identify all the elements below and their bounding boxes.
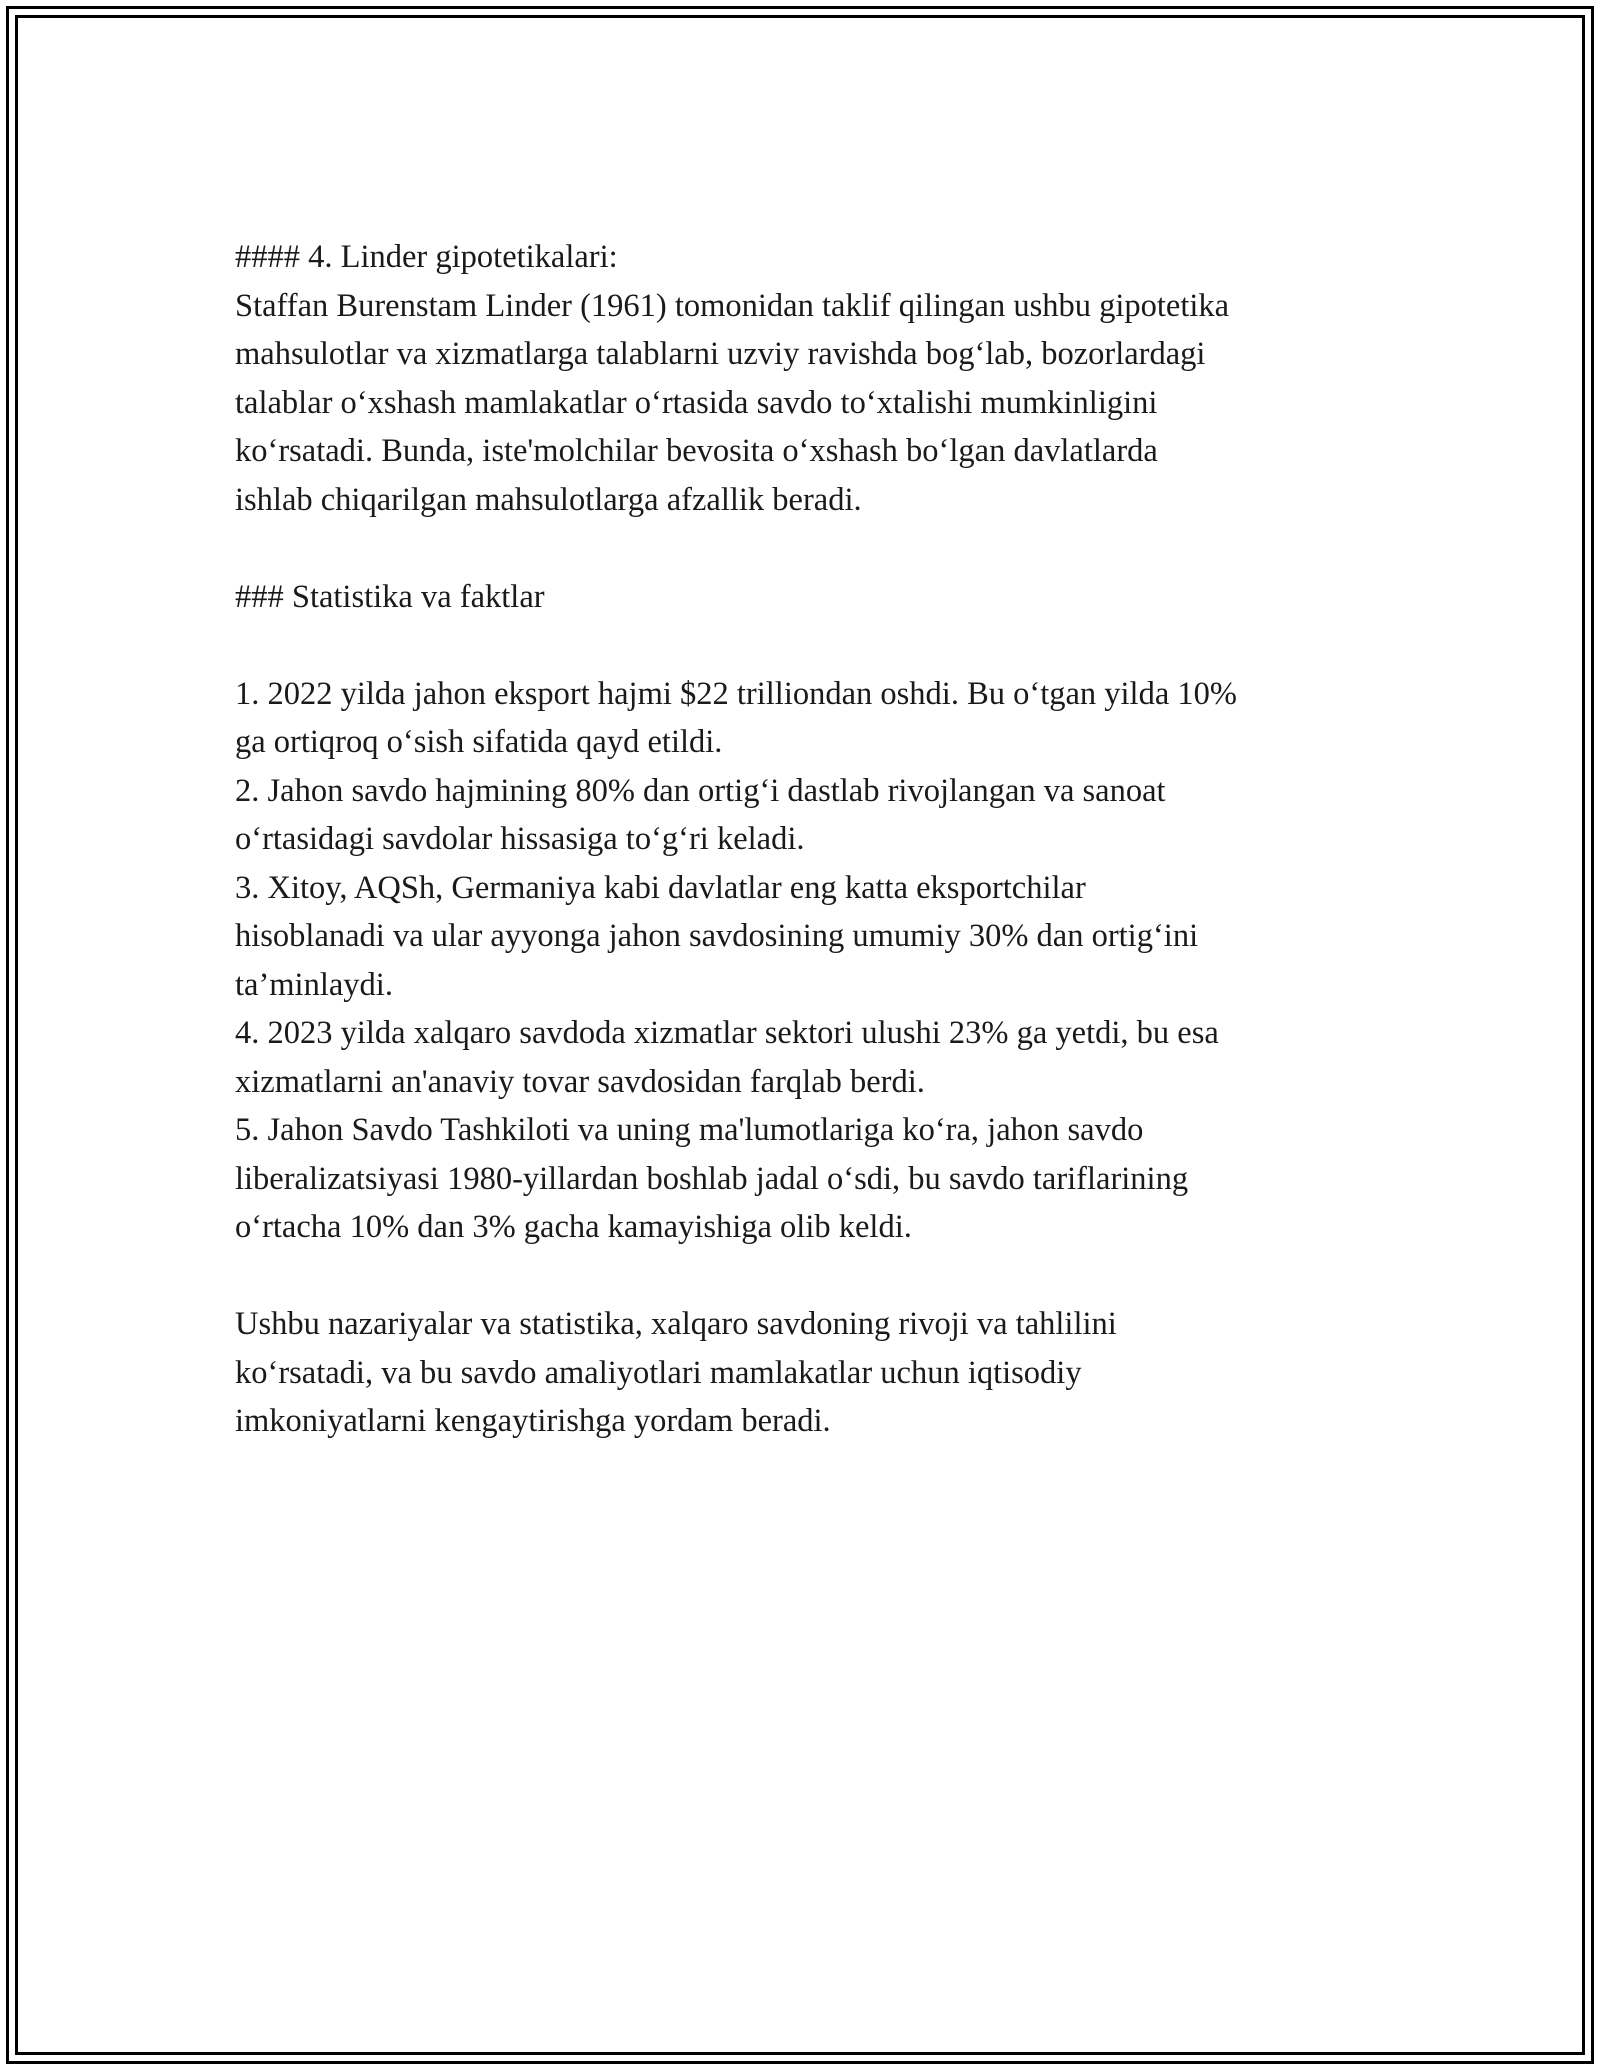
paragraph-line: Staffan Burenstam Linder (1961) tomonidan taklif qilingan ushbu gipotetika [235,287,1230,324]
paragraph-gap [235,1252,1385,1301]
document-body [235,233,1385,1446]
list-item-line: ga ortiqroq o‘sish sifatida qayd etildi. [235,724,723,760]
list-item-line: liberalizatsiyasi 1980-yillardan boshlab jadal o‘sdi, bu savdo tariflarining [235,1160,1189,1197]
paragraph-line: mahsulotlar va xizmatlarga talablarni uzviy ravishda bog‘lab, bozorlardagi [235,336,1206,372]
list-item-line: 4. 2023 yilda xalqaro savdoda xizmatlar sektori ulushi 23% ga yetdi, bu esa [235,1015,1219,1051]
paragraph-line: ko‘rsatadi. Bunda, iste'molchilar bevosita o‘xshash bo‘lgan davlatlarda [235,433,1158,469]
paragraph-line: ishlab chiqarilgan mahsulotlarga afzallik beradi. [235,481,862,518]
list-item [235,1106,1385,1252]
paragraph-gap [235,524,1385,573]
section-heading: ### Statistika va faktlar [235,578,545,615]
list-item-line: o‘rtasidagi savdolar hissasiga to‘g‘ri keladi. [235,821,805,857]
paragraph-line: ko‘rsatadi, va bu savdo amaliyotlari mamlakatlar uchun iqtisodiy [235,1354,1082,1391]
list-item-line: ta’minlaydi. [235,966,393,1003]
list-item [235,767,1385,864]
list-item-line: 3. Xitoy, AQSh, Germaniya kabi davlatlar eng katta eksportchilar [235,869,1086,906]
paragraph-line: talablar o‘xshash mamlakatlar o‘rtasida savdo to‘xtalishi mumkinligini [235,384,1158,421]
conclusion-paragraph [235,1300,1385,1446]
section-statistics [235,573,1385,1252]
paragraph-gap [235,621,1385,670]
list-item [235,1009,1385,1106]
section-heading: #### 4. Linder gipotetikalari: [235,239,618,275]
section-linder [235,233,1385,524]
list-item-line: xizmatlarni an'anaviy tovar savdosidan farqlab berdi. [235,1063,925,1100]
list-item [235,670,1385,767]
list-item-line: 5. Jahon Savdo Tashkiloti va uning ma'lumotlariga ko‘ra, jahon savdo [235,1112,1144,1148]
list-item-line: 2. Jahon savdo hajmining 80% dan ortig‘i dastlab rivojlangan va sanoat [235,772,1166,809]
paragraph-line: Ushbu nazariyalar va statistika, xalqaro savdoning rivoji va tahlilini [235,1306,1117,1342]
list-item-line: 1. 2022 yilda jahon eksport hajmi $22 trilliondan oshdi. Bu o‘tgan yilda 10% [235,675,1237,712]
list-item [235,864,1385,1010]
list-item-line: o‘rtacha 10% dan 3% gacha kamayishiga olib keldi. [235,1209,912,1245]
list-item-line: hisoblanadi va ular ayyonga jahon savdosining umumiy 30% dan ortig‘ini [235,918,1199,954]
paragraph-line: imkoniyatlarni kengaytirishga yordam beradi. [235,1403,831,1439]
